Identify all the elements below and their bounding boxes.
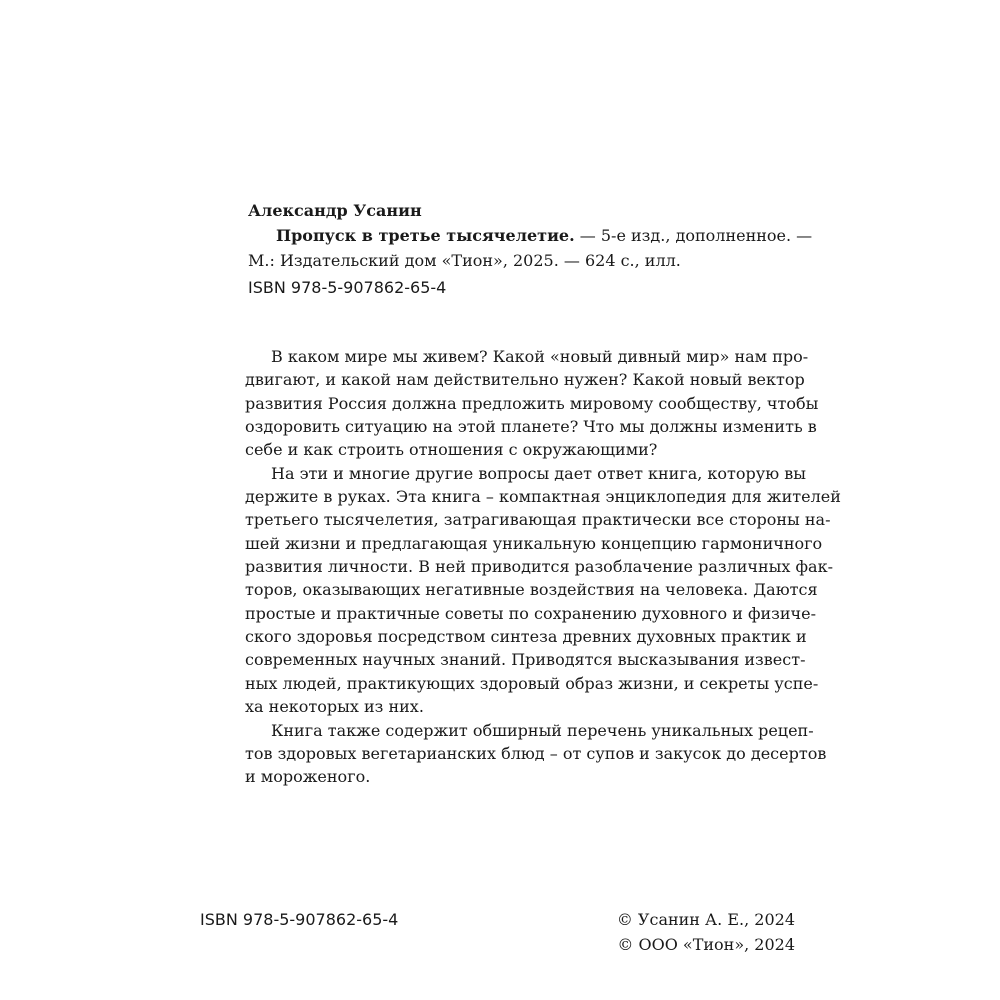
copyright-block bbox=[617, 907, 795, 957]
annotation-line: оздоровить ситуацию на этой планете? Что мы должны изменить в bbox=[245, 417, 817, 437]
annotation-line: себе и как строить отношения с окружающими? bbox=[245, 440, 658, 460]
annotation-line: развития Россия должна предложить мировому сообществу, чтобы bbox=[245, 393, 819, 413]
author-name: Александр Усанин bbox=[248, 201, 422, 220]
annotation-line: третьего тысячелетия, затрагивающая практически все стороны на- bbox=[245, 510, 831, 530]
isbn-top: ISBN 978-5-907862-65-4 bbox=[248, 278, 447, 297]
annotation-line: простые и практичные советы по сохранению духовного и физиче- bbox=[245, 603, 816, 623]
annotation-line: В каком мире мы живем? Какой «новый дивный мир» нам про- bbox=[271, 347, 809, 366]
isbn-bottom: ISBN 978-5-907862-65-4 bbox=[200, 910, 399, 929]
annotation-line: На эти и многие другие вопросы дает ответ книга, которую вы bbox=[271, 463, 806, 483]
annotation-line: тов здоровых вегетарианских блюд – от супов и закусок до десертов bbox=[245, 743, 827, 763]
annotation-line: развития личности. В ней приводится разоблачение различных фак- bbox=[245, 557, 833, 577]
annotation-line: ского здоровья посредством синтеза древних духовных практик и bbox=[245, 627, 807, 647]
annotation-line: и мороженого. bbox=[245, 767, 371, 787]
copyright-publisher: © ООО «Тион», 2024 bbox=[617, 935, 795, 954]
book-title: Пропуск в третье тысячелетие. bbox=[276, 226, 575, 245]
annotation-line: ных людей, практикующих здоровый образ жизни, и секреты успе- bbox=[245, 673, 819, 693]
publisher-line: М.: Издательский дом «Тион», 2025. — 624 с., илл. bbox=[248, 251, 681, 270]
annotation-line: ха некоторых из них. bbox=[245, 697, 424, 717]
annotation-text bbox=[245, 345, 841, 789]
annotation-line: торов, оказывающих негативные воздействия на человека. Даются bbox=[245, 580, 818, 600]
copyright-author: © Усанин А. Е., 2024 bbox=[616, 910, 795, 929]
bibliographic-record bbox=[248, 198, 813, 273]
edition-info: — 5-е изд., дополненное. — bbox=[574, 226, 813, 245]
annotation-line: шей жизни и предлагающая уникальную концепцию гармоничного bbox=[245, 533, 823, 553]
title-line bbox=[248, 223, 813, 248]
annotation-line: держите в руках. Эта книга – компактная энциклопедия для жителей bbox=[245, 487, 841, 507]
annotation-line: современных научных знаний. Приводятся высказывания извест- bbox=[245, 650, 806, 670]
annotation-line: Книга также содержит обширный перечень уникальных рецеп- bbox=[271, 720, 814, 740]
annotation-line: двигают, и какой нам действительно нужен? Какой новый вектор bbox=[245, 370, 805, 390]
